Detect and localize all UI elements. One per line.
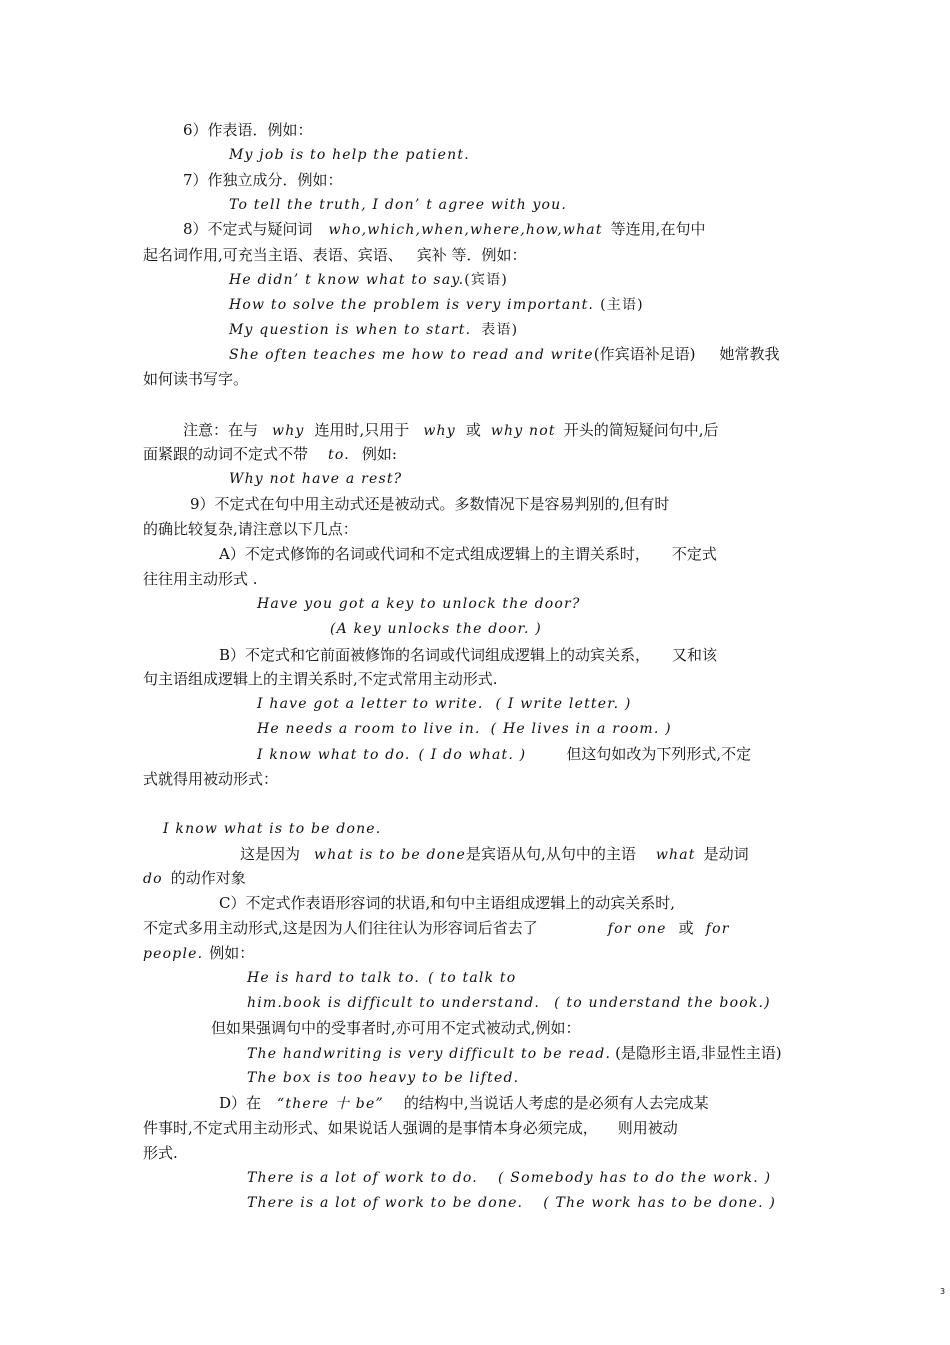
text-line: 这是因为 what is to be done是宾语从句,从句中的主语 what 是动词 [240, 845, 749, 863]
example-sentence: He is hard to talk to. ( to talk to [247, 970, 517, 986]
text-line: 如何读书写字。 [143, 370, 249, 388]
example-sentence: Why not have a rest? [229, 471, 403, 487]
text-line: 不定式多用主动形式,这是因为人们往往认为形容词后省去了 for one 或 for [143, 919, 730, 937]
text-line: The handwriting is very difficult to be read. (是隐形主语,非显性主语) [247, 1044, 782, 1062]
example-sentence: Have you got a key to unlock the door? [257, 596, 581, 612]
text-line: 件事时,不定式用主动形式、如果说话人强调的是事情本身必须完成， 则用被动 [143, 1119, 678, 1137]
text-line: 的确比较复杂,请注意以下几点： [143, 520, 358, 538]
example-sentence: To tell the truth, I don’ t agree with you. [229, 197, 568, 213]
text-line: 6）作表语．例如： [183, 121, 313, 139]
text-line: people. 例如： [143, 944, 255, 962]
example-sentence: My job is to help the patient. [229, 147, 470, 163]
text-line: She often teaches me how to read and write(作宾语补足语) 她常教我 [229, 345, 780, 363]
text-line: I know what to do. ( I do what. ) 但这句如改为下列形式,不定 [257, 745, 752, 763]
text-line: 式就得用被动形式： [143, 770, 279, 788]
text-line: 但如果强调句中的受事者时,亦可用不定式被动式,例如： [211, 1019, 581, 1037]
example-sentence: I know what is to be done. [163, 821, 382, 837]
text-line: 起名词作用,可充当主语、表语、宾语、 宾补 等．例如： [143, 246, 527, 264]
text-line: 往往用主动形式 . [143, 570, 258, 588]
example-sentence: The box is too heavy to be lifted. [247, 1070, 520, 1086]
text-line: 句主语组成逻辑上的主谓关系时,不定式常用主动形式. [143, 670, 498, 688]
example-sentence: I have got a letter to write. ( I write letter. ) [257, 696, 632, 712]
example-sentence: (A key unlocks the door. ) [330, 621, 542, 637]
example-sentence: He didn’ t know what to say.(宾语) [229, 272, 508, 288]
text-line: 9）不定式在句中用主动式还是被动式。多数情况下是容易判别的,但有时 [190, 495, 670, 513]
text-line: A）不定式修饰的名词或代词和不定式组成逻辑上的主谓关系时， 不定式 [219, 545, 717, 563]
example-sentence: There is a lot of work to do. ( Somebody has to do the work. ) [247, 1170, 772, 1186]
text-line: 形式. [143, 1144, 178, 1162]
example-sentence: There is a lot of work to be done. ( The work has to be done. ) [247, 1195, 777, 1211]
example-sentence: him.book is difficult to understand. ( to understand the book.) [247, 995, 771, 1011]
text-line: 8）不定式与疑问词 who,which,when,where,how,what 等连用,在句中 [183, 220, 706, 238]
note-line: 注意：在与 why 连用时,只用于 why 或 why not 开头的简短疑问句中,后 [183, 421, 719, 439]
example-sentence: How to solve the problem is very important. (主语) [229, 297, 644, 313]
text-line: C）不定式作表语形容词的状语,和句中主语组成逻辑上的动宾关系时, [219, 894, 676, 912]
example-sentence: My question is when to start. 表语) [229, 322, 519, 338]
page-number: 3 [940, 1287, 946, 1296]
note-line: 面紧跟的动词不定式不带 to. 例如: [143, 445, 397, 463]
example-sentence: He needs a room to live in. ( He lives in a room. ) [257, 721, 672, 737]
text-line: 7）作独立成分．例如： [183, 171, 343, 189]
text-line: D）在 “there 十 be” 的结构中,当说话人考虑的是必须有人去完成某 [219, 1094, 709, 1112]
text-line: B）不定式和它前面被修饰的名词或代词组成逻辑上的动宾关系， 又和该 [219, 646, 718, 664]
text-line: do 的动作对象 [143, 869, 246, 887]
